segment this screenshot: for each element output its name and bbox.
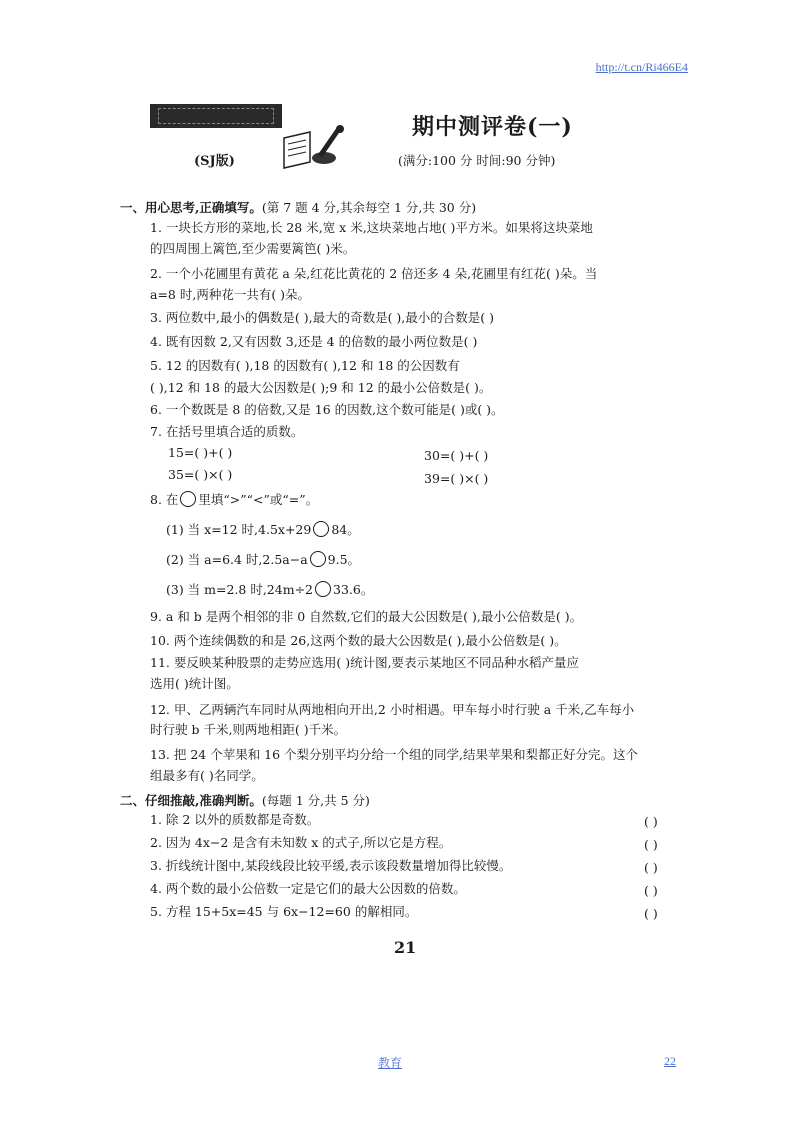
question-line: 6. 一个数既是 8 的倍数,又是 16 的因数,这个数可能是( )或( )。: [150, 402, 504, 417]
q8-b-value: 9.5。: [327, 552, 361, 567]
question-line: [150, 490, 318, 510]
prime-blank-left1: 15=( )+( ): [168, 445, 233, 460]
question-line: a=8 时,两种花一共有( )朵。: [150, 287, 311, 302]
page-number: 21: [394, 938, 417, 957]
section2-heading: [120, 791, 370, 809]
header-url-link[interactable]: http://t.cn/Ri466E4: [595, 60, 688, 74]
question-line: 2. 一个小花圃里有黄花 a 朵,红花比黄花的 2 倍还多 4 朵,花圃里有红花( )朵。当: [150, 266, 598, 281]
judge-item: 5. 方程 15+5x=45 与 6x−12=60 的解相同。: [150, 904, 418, 919]
q8-prefix: 8. 在: [150, 492, 179, 507]
judge-item: 4. 两个数的最小公倍数一定是它们的最大公因数的倍数。: [150, 881, 466, 896]
section2-note: (每题 1 分,共 5 分): [261, 793, 370, 808]
edition-label: (SJ版): [194, 154, 235, 169]
question-line: 10. 两个连续偶数的和是 26,这两个数的最大公因数是( ),最小公倍数是( )。: [150, 633, 567, 648]
q8-part: [166, 520, 360, 540]
judge-answer-blank: ( ): [644, 837, 658, 852]
circle-blank-icon: [180, 491, 196, 507]
section2-title: 二、仔细推敲,准确判断。: [120, 793, 262, 808]
footer-page-link[interactable]: 22: [664, 1054, 676, 1068]
judge-item: 3. 折线统计图中,某段线段比较平缓,表示该段数量增加得比较慢。: [150, 858, 512, 873]
question-line: 5. 12 的因数有( ),18 的因数有( ),12 和 18 的公因数有: [150, 358, 460, 373]
judge-item: 1. 除 2 以外的质数都是奇数。: [150, 812, 320, 827]
prime-blank-right2: 39=( )×( ): [424, 471, 489, 486]
section1-note: (第 7 题 4 分,其余每空 1 分,共 30 分): [261, 200, 477, 215]
q8-c-expr: (3) 当 m=2.8 时,24m÷2: [166, 582, 313, 597]
q8-part: [166, 580, 373, 600]
question-line: 3. 两位数中,最小的偶数是( ),最大的奇数是( ),最小的合数是( ): [150, 310, 495, 325]
judge-answer-blank: ( ): [644, 883, 658, 898]
exam-meta: (满分:100 分 时间:90 分钟): [398, 153, 556, 168]
prime-blank-left2: 35=( )×( ): [168, 467, 233, 482]
q8-intro: 里填“>”“<”或“=”。: [198, 492, 319, 507]
question-line: 7. 在括号里填合适的质数。: [150, 424, 304, 439]
series-logo: [150, 104, 282, 128]
judge-answer-blank: ( ): [644, 814, 658, 829]
judge-answer-blank: ( ): [644, 906, 658, 921]
footer-link[interactable]: 教育: [378, 1056, 403, 1070]
exam-title: 期中测评卷(一): [412, 114, 573, 140]
question-line: 11. 要反映某种股票的走势应选用( )统计图,要表示某地区不同品种水稻产量应: [150, 655, 580, 670]
q8-part: [166, 550, 360, 570]
circle-blank-icon: [313, 521, 329, 537]
circle-blank-icon: [310, 551, 326, 567]
question-line: ( ),12 和 18 的最大公因数是( );9 和 12 的最小公倍数是( )。: [150, 380, 492, 395]
question-line: 1. 一块长方形的菜地,长 28 米,宽 x 米,这块菜地占地( )平方米。如果将这块菜地: [150, 220, 593, 235]
question-line: 组最多有( )名同学。: [150, 768, 264, 783]
question-line: 时行驶 b 千米,则两地相距( )千米。: [150, 722, 347, 737]
question-line: 13. 把 24 个苹果和 16 个梨分别平均分给一个组的同学,结果苹果和梨都正好分完。这个: [150, 747, 639, 762]
prime-blank-right1: 30=( )+( ): [424, 448, 489, 463]
judge-answer-blank: ( ): [644, 860, 658, 875]
question-line: 4. 既有因数 2,又有因数 3,还是 4 的倍数的最小两位数是( ): [150, 334, 478, 349]
judge-item: 2. 因为 4x−2 是含有未知数 x 的式子,所以它是方程。: [150, 835, 452, 850]
q8-b-expr: (2) 当 a=6.4 时,2.5a−a: [166, 552, 308, 567]
question-line: 的四周围上篱笆,至少需要篱笆( )米。: [150, 241, 356, 256]
circle-blank-icon: [315, 581, 331, 597]
section1-heading: [120, 198, 476, 216]
section1-title: 一、用心思考,正确填写。: [120, 200, 262, 215]
question-line: 9. a 和 b 是两个相邻的非 0 自然数,它们的最大公因数是( ),最小公倍数是( )。: [150, 609, 583, 624]
q8-a-value: 84。: [331, 522, 360, 537]
book-and-microscope-icon: [280, 124, 350, 170]
q8-c-value: 33.6。: [333, 582, 374, 597]
q8-a-expr: (1) 当 x=12 时,4.5x+29: [166, 522, 312, 537]
question-line: 12. 甲、乙两辆汽车同时从两地相向开出,2 小时相遇。甲车每小时行驶 a 千米,乙车每小: [150, 702, 635, 717]
question-line: 选用( )统计图。: [150, 676, 239, 691]
